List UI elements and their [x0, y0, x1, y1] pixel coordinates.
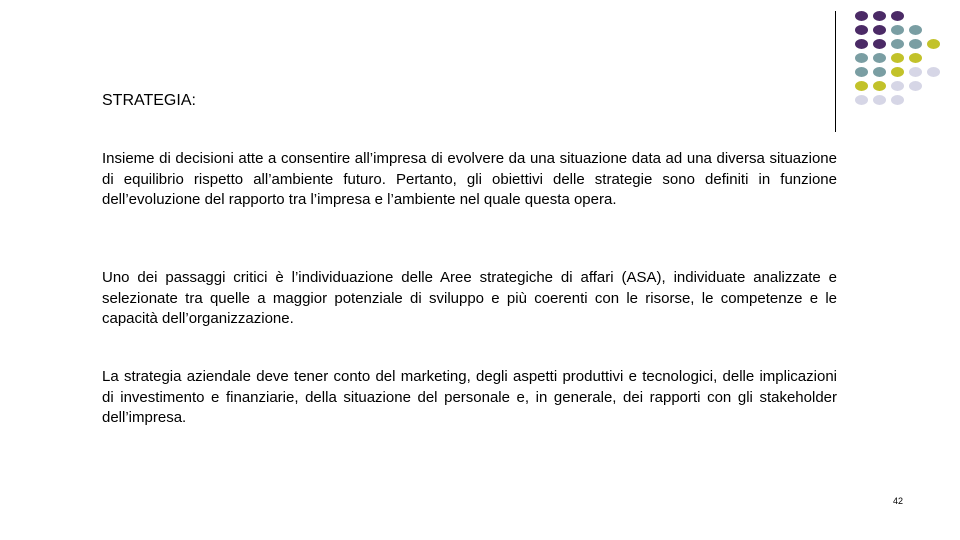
- decorative-dot: [855, 11, 868, 21]
- slide-title: [102, 91, 196, 111]
- decorative-dot: [891, 11, 904, 21]
- decorative-dot: [873, 11, 886, 21]
- decorative-dot: [891, 95, 904, 105]
- decorative-dot: [891, 25, 904, 35]
- decorative-dot: [873, 25, 886, 35]
- paragraph-business-strategy: La strategia aziendale deve tener conto del marketing, degli aspetti produttivi e tecnologici, delle implicazioni di investimento e finanziarie, della situazione del personale e, in generale, dei rapporti con gli stakeholder dell’impresa.: [102, 368, 837, 426]
- decorative-dot: [855, 39, 868, 49]
- decorative-dot: [909, 25, 922, 35]
- page-number: 42: [893, 496, 904, 506]
- decorative-dot: [873, 67, 886, 77]
- decorative-dot: [891, 53, 904, 63]
- decorative-dot: [927, 39, 940, 49]
- decorative-dot: [855, 81, 868, 91]
- vertical-divider: [835, 11, 836, 132]
- decorative-dot: [927, 67, 940, 77]
- paragraph-definition: Insieme di decisioni atte a consentire all’impresa di evolvere da una situazione data ad una diversa situazione di equilibrio rispetto all’ambiente futuro. Pertanto, gli obiettivi delle strategie sono definiti in funzione dell’evoluzione del rapporto tra l’impresa e l’ambiente nel quale questa opera.: [102, 150, 837, 208]
- decorative-dot: [891, 39, 904, 49]
- decorative-dot: [873, 95, 886, 105]
- decorative-dot: [909, 81, 922, 91]
- title-colon: :: [191, 92, 196, 109]
- title-text: STRATEGIA: [102, 92, 192, 109]
- decorative-dot: [909, 39, 922, 49]
- paragraph-asa: Uno dei passaggi critici è l’individuazione delle Aree strategiche di affari (ASA), individuate analizzate e selezionate tra quelle a maggior potenziale di sviluppo e più coerenti con le risorse, le competenze e le capacità dell’organizzazione.: [102, 269, 837, 327]
- decorative-dot: [873, 53, 886, 63]
- decorative-dot: [855, 53, 868, 63]
- decorative-dot: [909, 53, 922, 63]
- decorative-dot: [891, 81, 904, 91]
- decorative-dot: [855, 95, 868, 105]
- decorative-dot: [855, 67, 868, 77]
- decorative-dot: [873, 81, 886, 91]
- decorative-dot: [855, 25, 868, 35]
- decorative-dot: [891, 67, 904, 77]
- decorative-dot: [909, 67, 922, 77]
- decorative-dot: [873, 39, 886, 49]
